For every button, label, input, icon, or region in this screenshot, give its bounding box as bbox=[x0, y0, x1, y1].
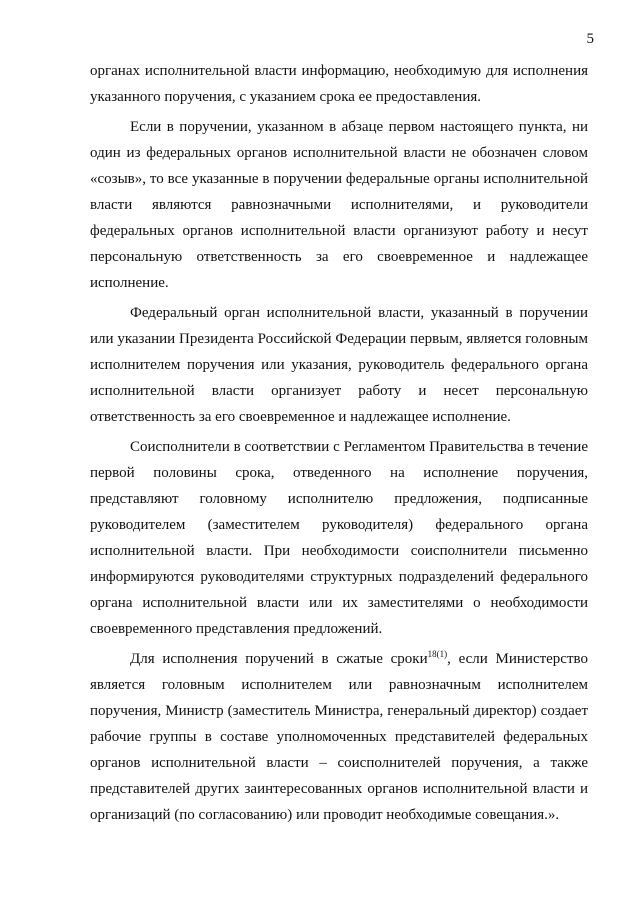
page-number: 5 bbox=[586, 31, 594, 47]
document-body bbox=[90, 58, 588, 832]
paragraph-5-text-after: , если Министерство является головным исполнителем или равнозначным исполнителем поручения, Министр (заместитель Министра, генеральный директор) создает рабочие группы в составе уполномоченных представителей федеральных органов исполнительной власти – соисполнителей поручения, а также представителей других заинтересованных органов исполнительной власти и организаций (по согласованию) или проводит необходимые совещания.». bbox=[90, 651, 589, 823]
paragraph-5 bbox=[90, 646, 588, 828]
paragraph-5-text-before: Для исполнения поручений в сжатые сроки bbox=[130, 651, 428, 667]
paragraph-1: органах исполнительной власти информацию, необходимую для исполнения указанного поручения, с указанием срока ее предоставления. bbox=[90, 63, 588, 105]
paragraph-3: Федеральный орган исполнительной власти, указанный в поручении или указании Президента Российской Федерации первым, является головным исполнителем поручения или указания, руководитель федерального органа исполнительной власти организует работу и несет персональную ответственность за его своевременное и надлежащее исполнение. bbox=[90, 305, 588, 425]
paragraph-4: Соисполнители в соответствии с Регламентом Правительства в течение первой половины срока, отведенного на исполнение поручения, представляют головному исполнителю предложения, подписанные руководителем (заместителем руководителя) федерального органа исполнительной власти. При необходимости соисполнители письменно информируются руководителями структурных подразделений федерального органа исполнительной власти или их заместителями о необходимости своевременного представления предложений. bbox=[90, 439, 588, 637]
paragraph-2: Если в поручении, указанном в абзаце первом настоящего пункта, ни один из федеральных органов исполнительной власти не обозначен словом «созыв», то все указанные в поручении федеральные органы исполнительной власти являются равнозначными исполнителями, и руководители федеральных органов исполнительной власти организуют работу и несут персональную ответственность за его своевременное и надлежащее исполнение. bbox=[90, 119, 588, 291]
footnote-marker[interactable]: 18(1) bbox=[427, 649, 448, 659]
